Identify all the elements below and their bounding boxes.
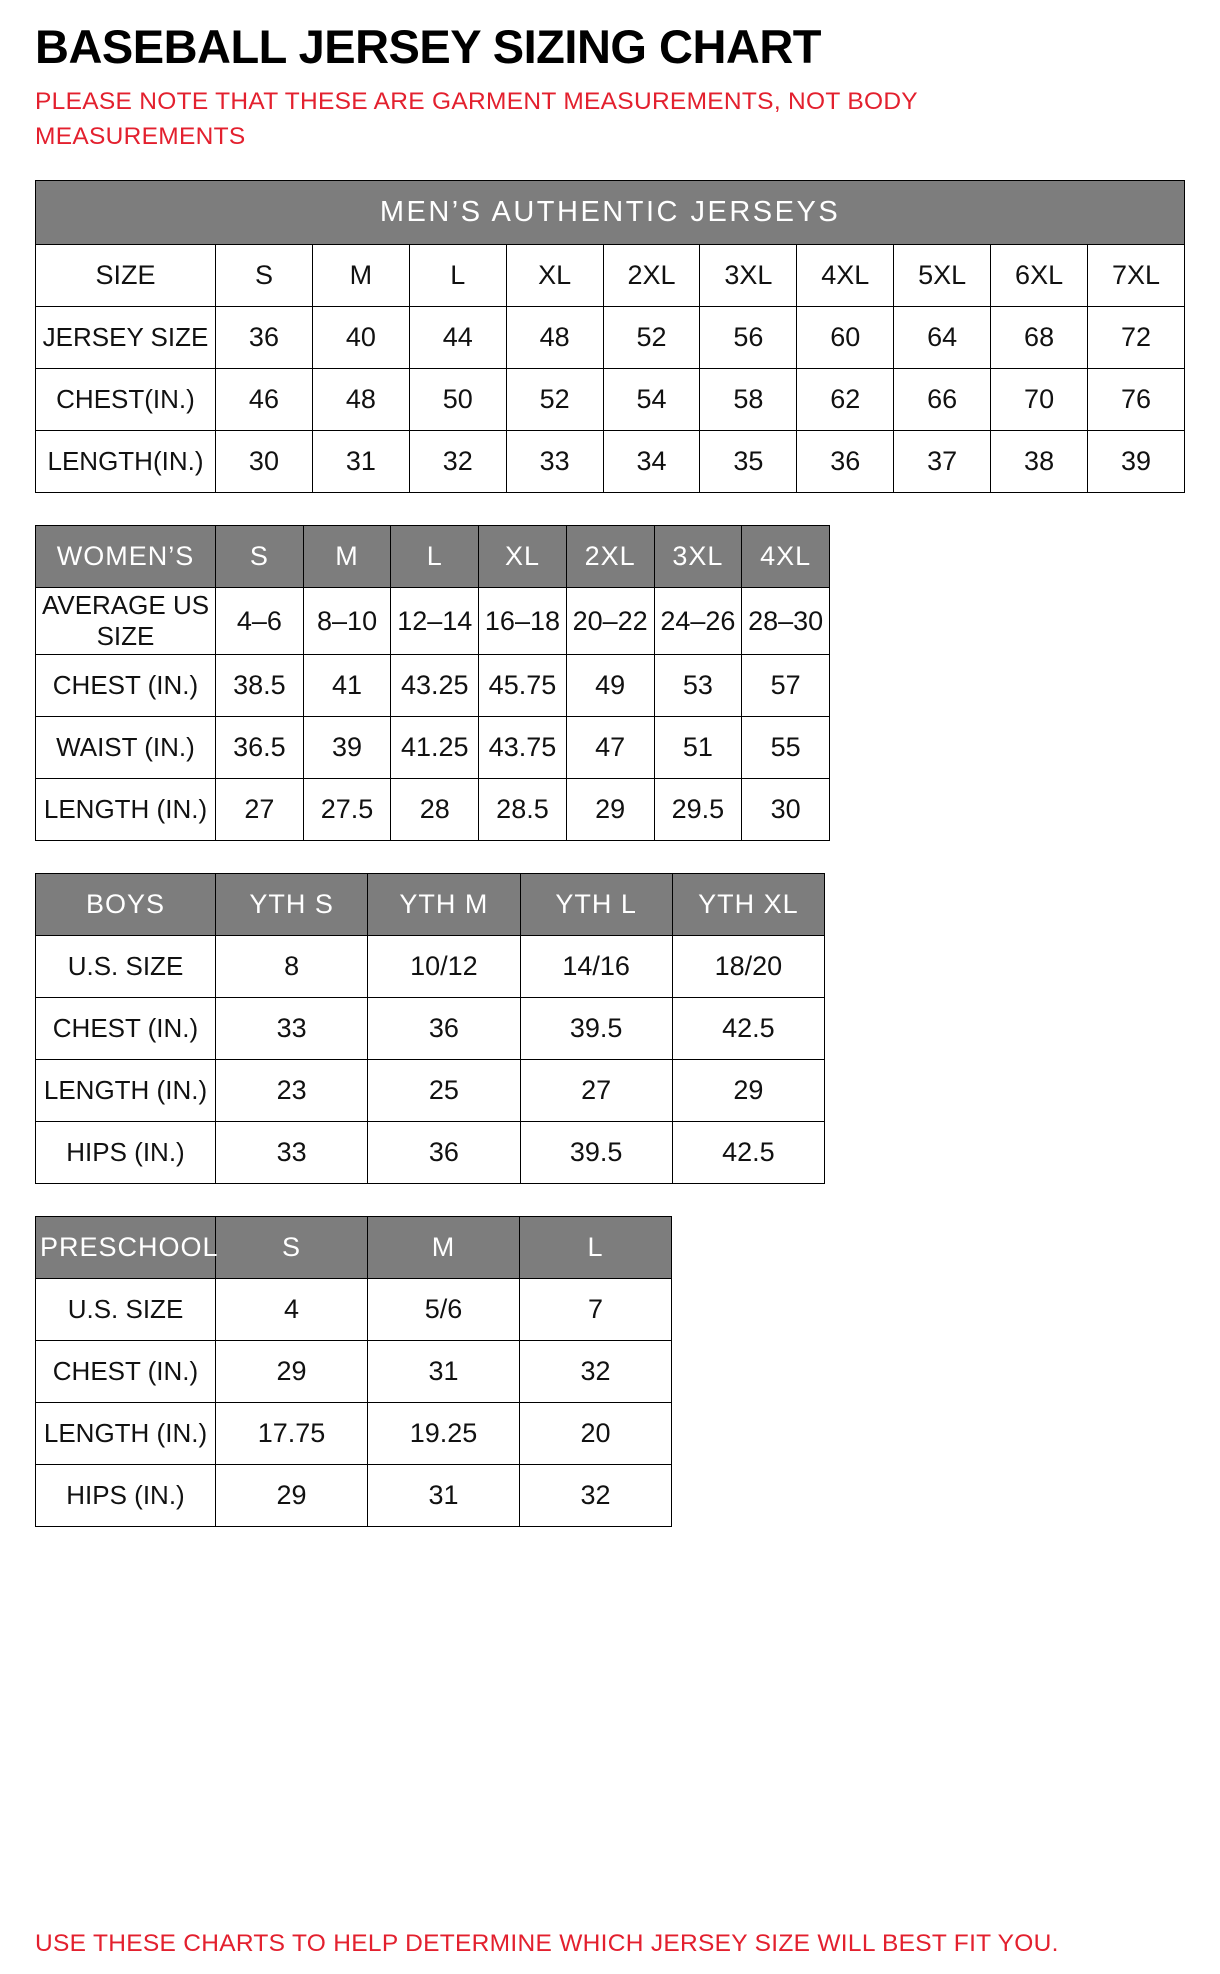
row-label: JERSEY SIZE	[36, 307, 216, 369]
womens-size-table	[35, 525, 830, 841]
page-title: BASEBALL JERSEY SIZING CHART	[35, 20, 821, 73]
table-cell: 28	[391, 779, 479, 841]
table-cell: 32	[520, 1465, 672, 1527]
table-cell: 37	[894, 431, 991, 493]
table-cell: 52	[603, 307, 700, 369]
table-row	[36, 717, 830, 779]
row-label: WOMEN’S	[36, 526, 216, 588]
table-row	[36, 588, 830, 655]
table-cell: 4–6	[216, 588, 304, 655]
column-header: S	[216, 245, 313, 307]
row-label: LENGTH (IN.)	[36, 779, 216, 841]
row-label: CHEST(IN.)	[36, 369, 216, 431]
table-cell: 38.5	[216, 655, 304, 717]
row-label: PRESCHOOL	[36, 1217, 216, 1279]
row-label: CHEST (IN.)	[36, 1341, 216, 1403]
column-header: S	[216, 526, 304, 588]
column-header: YTH S	[216, 874, 368, 936]
table-row	[36, 936, 825, 998]
garment-measurements-note: PLEASE NOTE THAT THESE ARE GARMENT MEASUREMENTS, NOT BODY MEASUREMENTS	[35, 87, 918, 150]
table-cell: 31	[368, 1341, 520, 1403]
table-cell: 27.5	[303, 779, 391, 841]
table-cell: 76	[1088, 369, 1185, 431]
table-cell: 16–18	[479, 588, 567, 655]
row-label: BOYS	[36, 874, 216, 936]
table-cell: 62	[797, 369, 894, 431]
table-cell: 36	[368, 1122, 520, 1184]
column-header: 4XL	[797, 245, 894, 307]
boys-size-table	[35, 873, 825, 1184]
table-row	[36, 779, 830, 841]
column-header: S	[216, 1217, 368, 1279]
column-header: M	[303, 526, 391, 588]
table-cell: 57	[742, 655, 830, 717]
table-cell: 54	[603, 369, 700, 431]
table-row	[36, 369, 1185, 431]
table-cell: 25	[368, 1060, 520, 1122]
table-row	[36, 307, 1185, 369]
table-row	[36, 1341, 672, 1403]
table-cell: 29	[216, 1341, 368, 1403]
table-cell: 28–30	[742, 588, 830, 655]
table-cell: 32	[520, 1341, 672, 1403]
table-cell: 46	[216, 369, 313, 431]
table-cell: 33	[216, 998, 368, 1060]
table-cell: 4	[216, 1279, 368, 1341]
table-cell: 66	[894, 369, 991, 431]
table-cell: 39.5	[520, 1122, 672, 1184]
row-label: CHEST (IN.)	[36, 998, 216, 1060]
mens-size-table	[35, 180, 1185, 493]
table-cell: 19.25	[368, 1403, 520, 1465]
row-label: U.S. SIZE	[36, 936, 216, 998]
column-header: L	[391, 526, 479, 588]
table-cell: 27	[520, 1060, 672, 1122]
row-label: HIPS (IN.)	[36, 1465, 216, 1527]
preschool-sizing-table	[35, 1216, 1185, 1527]
table-cell: 8	[216, 936, 368, 998]
column-header: 5XL	[894, 245, 991, 307]
column-header: M	[312, 245, 409, 307]
table-row	[36, 1403, 672, 1465]
table-cell: 28.5	[479, 779, 567, 841]
column-header: 2XL	[566, 526, 654, 588]
table-cell: 30	[216, 431, 313, 493]
column-header: 3XL	[700, 245, 797, 307]
column-header: 6XL	[991, 245, 1088, 307]
table-cell: 29	[672, 1060, 824, 1122]
table-cell: 68	[991, 307, 1088, 369]
table-cell: 18/20	[672, 936, 824, 998]
table-cell: 36	[216, 307, 313, 369]
table-cell: 27	[216, 779, 304, 841]
table-cell: 20–22	[566, 588, 654, 655]
table-cell: 31	[368, 1465, 520, 1527]
table-cell: 48	[506, 307, 603, 369]
table-cell: 29.5	[654, 779, 742, 841]
table-cell: 10/12	[368, 936, 520, 998]
womens-sizing-table	[35, 525, 1185, 841]
table-cell: 47	[566, 717, 654, 779]
table-cell: 12–14	[391, 588, 479, 655]
row-label: AVERAGE US SIZE	[36, 588, 216, 655]
table-cell: 35	[700, 431, 797, 493]
table-cell: 50	[409, 369, 506, 431]
column-header: YTH L	[520, 874, 672, 936]
table-cell: 64	[894, 307, 991, 369]
table-cell: 33	[216, 1122, 368, 1184]
table-cell: 36	[797, 431, 894, 493]
column-header: XL	[479, 526, 567, 588]
table-cell: 29	[216, 1465, 368, 1527]
row-label: HIPS (IN.)	[36, 1122, 216, 1184]
table-cell: 42.5	[672, 1122, 824, 1184]
table-cell: 23	[216, 1060, 368, 1122]
table-cell: 17.75	[216, 1403, 368, 1465]
table-cell: 31	[312, 431, 409, 493]
table-row	[36, 1465, 672, 1527]
table-row	[36, 655, 830, 717]
table-cell: 24–26	[654, 588, 742, 655]
table-cell: 30	[742, 779, 830, 841]
column-header: YTH XL	[672, 874, 824, 936]
table-cell: 34	[603, 431, 700, 493]
column-header: M	[368, 1217, 520, 1279]
table-cell: 43.75	[479, 717, 567, 779]
row-label: U.S. SIZE	[36, 1279, 216, 1341]
table-cell: 5/6	[368, 1279, 520, 1341]
table-row	[36, 1279, 672, 1341]
table-cell: 41.25	[391, 717, 479, 779]
table-cell: 29	[566, 779, 654, 841]
column-header: XL	[506, 245, 603, 307]
table-row	[36, 998, 825, 1060]
preschool-size-table	[35, 1216, 672, 1527]
column-header: 7XL	[1088, 245, 1185, 307]
table-cell: 7	[520, 1279, 672, 1341]
column-header: YTH M	[368, 874, 520, 936]
row-label: LENGTH(IN.)	[36, 431, 216, 493]
column-header: 3XL	[654, 526, 742, 588]
row-label: SIZE	[36, 245, 216, 307]
column-header: L	[409, 245, 506, 307]
table-cell: 52	[506, 369, 603, 431]
table-cell: 41	[303, 655, 391, 717]
boys-sizing-table	[35, 873, 1185, 1184]
table-cell: 39.5	[520, 998, 672, 1060]
table-row	[36, 1122, 825, 1184]
column-header: L	[520, 1217, 672, 1279]
table-cell: 39	[303, 717, 391, 779]
row-label: LENGTH (IN.)	[36, 1060, 216, 1122]
table-cell: 14/16	[520, 936, 672, 998]
table-cell: 51	[654, 717, 742, 779]
table-cell: 8–10	[303, 588, 391, 655]
column-header: 2XL	[603, 245, 700, 307]
table-cell: 45.75	[479, 655, 567, 717]
table-row	[36, 1060, 825, 1122]
table-cell: 40	[312, 307, 409, 369]
row-label: WAIST (IN.)	[36, 717, 216, 779]
row-label: LENGTH (IN.)	[36, 1403, 216, 1465]
mens-authentic-jerseys-table	[35, 180, 1185, 493]
table-cell: 20	[520, 1403, 672, 1465]
table-cell: 44	[409, 307, 506, 369]
footer-note: USE THESE CHARTS TO HELP DETERMINE WHICH JERSEY SIZE WILL BEST FIT YOU.	[35, 1930, 1059, 1957]
table-cell: 60	[797, 307, 894, 369]
table-cell: 58	[700, 369, 797, 431]
table-cell: 56	[700, 307, 797, 369]
table-cell: 36.5	[216, 717, 304, 779]
table-cell: 49	[566, 655, 654, 717]
table-cell: 55	[742, 717, 830, 779]
table-cell: 33	[506, 431, 603, 493]
table-cell: 48	[312, 369, 409, 431]
table-row	[36, 431, 1185, 493]
table-cell: 43.25	[391, 655, 479, 717]
table-cell: 36	[368, 998, 520, 1060]
row-label: CHEST (IN.)	[36, 655, 216, 717]
table-cell: 32	[409, 431, 506, 493]
table-title: MEN’S AUTHENTIC JERSEYS	[36, 181, 1185, 245]
table-cell: 39	[1088, 431, 1185, 493]
table-cell: 72	[1088, 307, 1185, 369]
table-cell: 38	[991, 431, 1088, 493]
table-cell: 42.5	[672, 998, 824, 1060]
table-cell: 53	[654, 655, 742, 717]
table-cell: 70	[991, 369, 1088, 431]
column-header: 4XL	[742, 526, 830, 588]
